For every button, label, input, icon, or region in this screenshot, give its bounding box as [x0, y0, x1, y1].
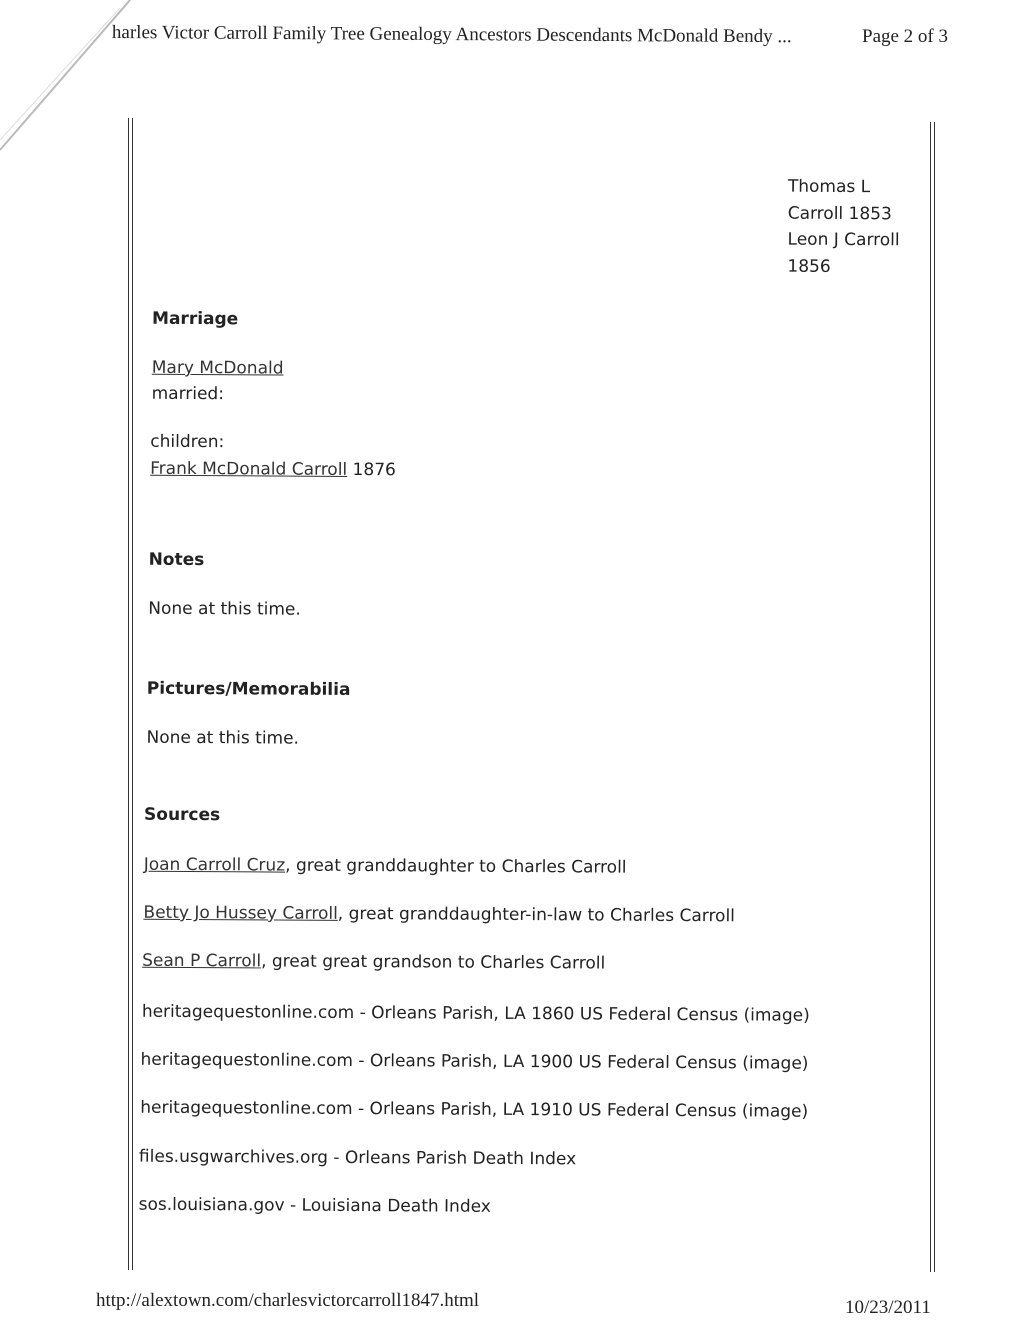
- source-person: [143, 903, 735, 927]
- pictures-heading: Pictures/Memorabilia: [146, 678, 351, 700]
- child-year: 1876: [347, 459, 396, 481]
- marriage-heading: Marriage: [152, 308, 239, 330]
- source-person-desc: , great granddaughter-in-law to Charles Carroll: [337, 903, 735, 927]
- source-person-link[interactable]: Sean P Carroll: [142, 950, 262, 972]
- spouse-link[interactable]: Mary McDonald: [151, 357, 284, 379]
- print-footer-date: 10/23/2011: [845, 1297, 931, 1318]
- child-link[interactable]: Frank McDonald Carroll: [150, 458, 348, 480]
- child-line: 1856: [787, 256, 831, 277]
- print-header-page: Page 2 of 3: [862, 26, 949, 47]
- print-header-title: harles Victor Carroll Family Tree Genealogy Ancestors Descendants McDonald Bendy ...: [111, 22, 792, 48]
- source-person-link[interactable]: Joan Carroll Cruz: [143, 854, 286, 876]
- source-record: files.usgwarchives.org - Orleans Parish Death Index: [138, 1146, 577, 1170]
- child-line: Carroll 1853: [787, 203, 892, 224]
- notes-heading: Notes: [148, 549, 205, 571]
- source-record: heritagequestonline.com - Orleans Parish, LA 1860 US Federal Census (image): [141, 1001, 810, 1026]
- source-person-desc: , great granddaughter to Charles Carroll: [285, 855, 627, 878]
- child-entry: [150, 459, 396, 481]
- children-label: children:: [150, 431, 225, 453]
- source-record: heritagequestonline.com - Orleans Parish, LA 1910 US Federal Census (image): [140, 1097, 809, 1122]
- notes-text: None at this time.: [148, 598, 301, 620]
- child-line: Thomas L: [787, 176, 871, 198]
- source-record: sos.louisiana.gov - Louisiana Death Index: [138, 1194, 491, 1217]
- source-record: heritagequestonline.com - Orleans Parish, LA 1900 US Federal Census (image): [140, 1049, 809, 1074]
- married-label: married:: [151, 383, 225, 405]
- source-person: [142, 951, 605, 974]
- print-footer-url: http://alextown.com/charlesvictorcarroll1847.html: [96, 1290, 480, 1311]
- child-line: Leon J Carroll: [787, 229, 900, 251]
- source-person: [144, 855, 627, 878]
- pictures-text: None at this time.: [146, 727, 300, 749]
- source-person-link[interactable]: Betty Jo Hussey Carroll: [143, 902, 338, 924]
- source-person-desc: , great great grandson to Charles Carroll: [261, 951, 606, 974]
- children-list: [787, 174, 918, 281]
- sources-heading: Sources: [143, 804, 221, 826]
